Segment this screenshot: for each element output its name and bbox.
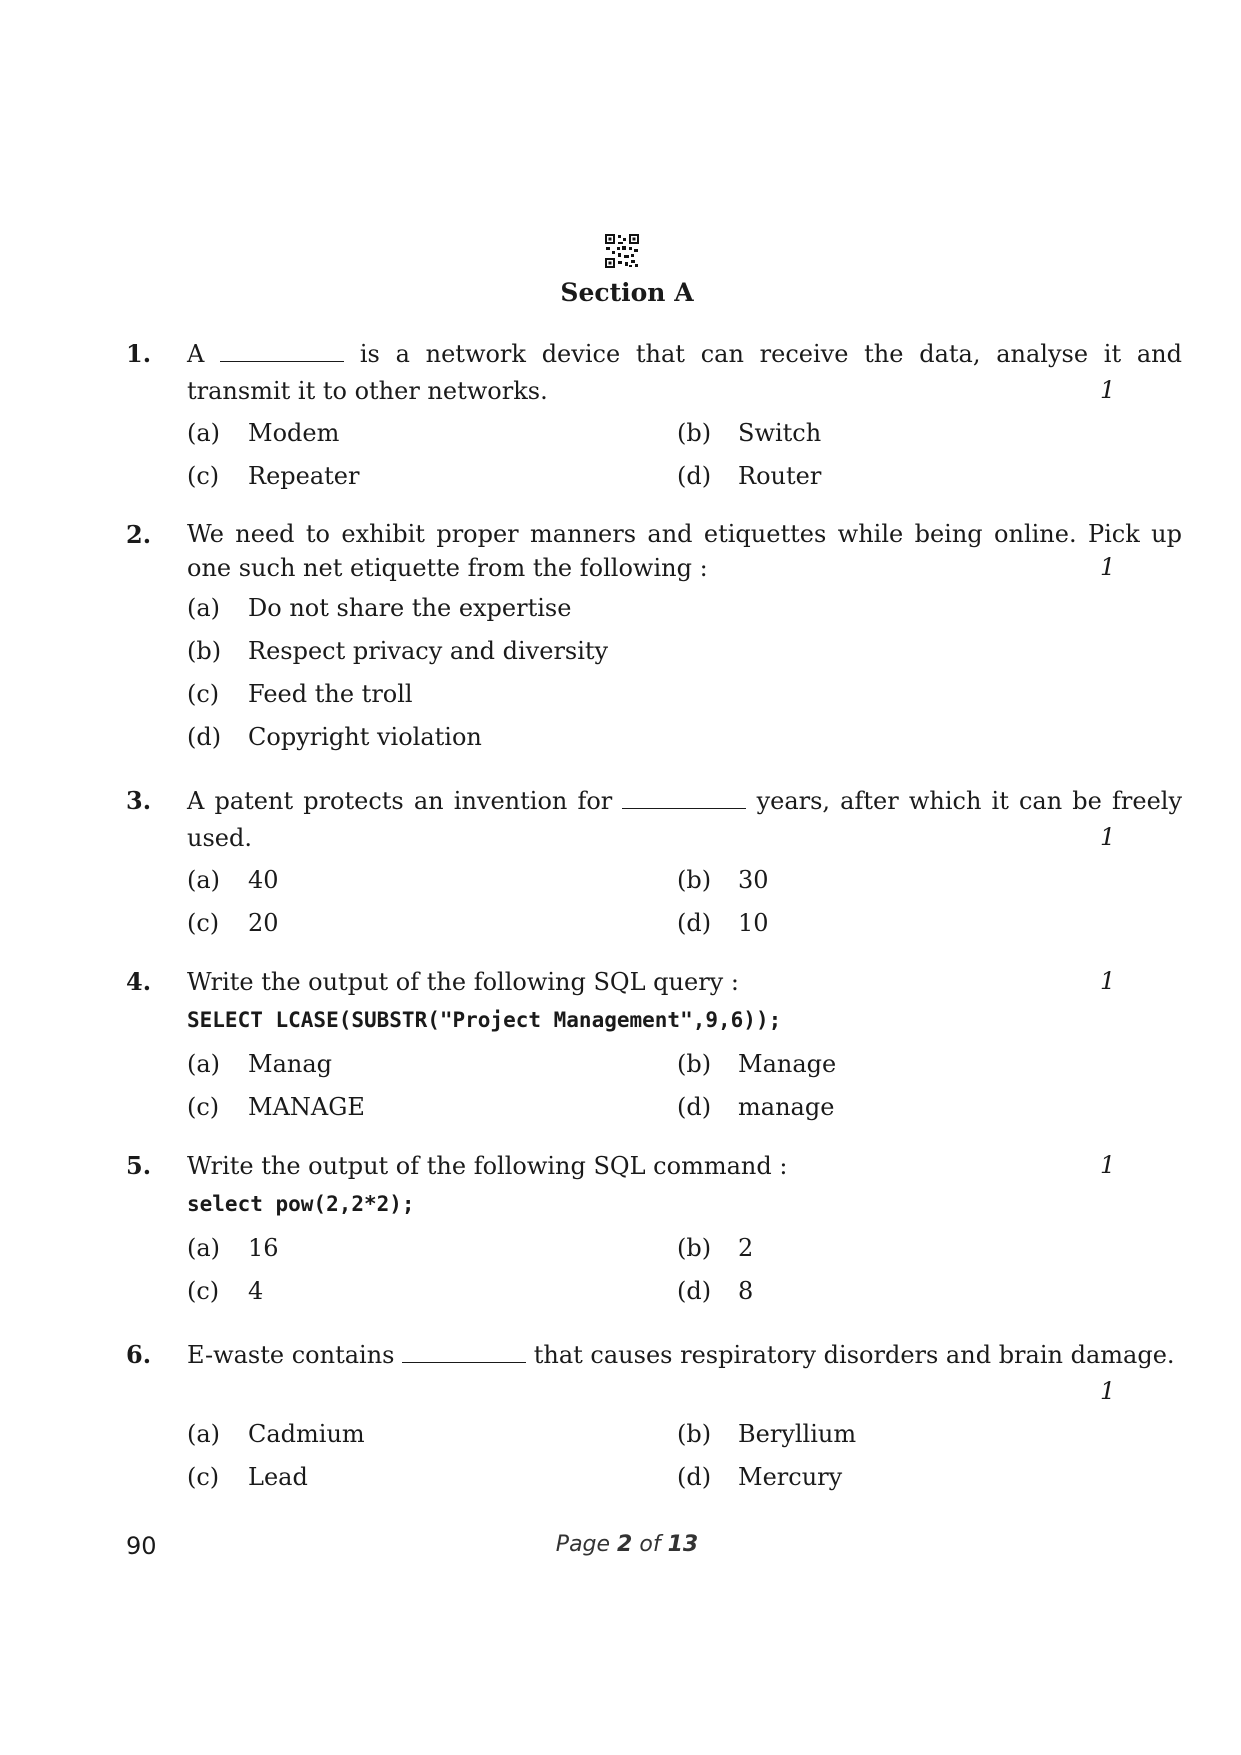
option-label: (d) xyxy=(187,723,222,751)
option-label: (c) xyxy=(187,1093,220,1121)
option-label: (b) xyxy=(677,1050,712,1078)
option-label: (c) xyxy=(187,1277,220,1305)
question-text xyxy=(187,1337,1182,1374)
option-label: (d) xyxy=(677,462,712,490)
option-label: (a) xyxy=(187,419,221,447)
question-text-part: is a network device that can receive the data, analyse it and transmit it to other networks. xyxy=(187,340,1182,405)
option-label: (c) xyxy=(187,909,220,937)
question-number: 6. xyxy=(126,1340,152,1369)
option-label: (c) xyxy=(187,680,220,708)
option-label: (a) xyxy=(187,1050,221,1078)
option-label: (a) xyxy=(187,1420,221,1448)
marks: 1 xyxy=(1100,553,1116,581)
question-text-part: that causes respiratory disorders and brain damage. xyxy=(533,1341,1175,1369)
option-text: Respect privacy and diversity xyxy=(248,637,609,665)
option-text: 4 xyxy=(248,1277,264,1305)
option-label: (b) xyxy=(677,419,712,447)
sql-command: select pow(2,2*2); xyxy=(187,1192,415,1216)
sql-query: SELECT LCASE(SUBSTR("Project Management",9,6)); xyxy=(187,1008,782,1032)
option-label: (b) xyxy=(677,866,712,894)
option-text: 2 xyxy=(738,1234,754,1262)
option-label: (a) xyxy=(187,1234,221,1262)
option-text: Repeater xyxy=(248,462,360,490)
page-word: Page xyxy=(555,1532,611,1557)
option-text: Cadmium xyxy=(248,1420,365,1448)
option-text: Beryllium xyxy=(738,1420,857,1448)
section-title: Section A xyxy=(560,278,694,307)
question-number: 4. xyxy=(126,967,152,996)
option-text: Feed the troll xyxy=(248,680,413,708)
question-text: Write the output of the following SQL command : xyxy=(187,1152,788,1180)
question-number: 5. xyxy=(126,1151,152,1180)
option-text: Do not share the expertise xyxy=(248,594,572,622)
option-label: (c) xyxy=(187,1463,220,1491)
marks: 1 xyxy=(1100,1377,1116,1405)
page-total: 13 xyxy=(667,1532,699,1557)
option-text: 10 xyxy=(738,909,769,937)
option-label: (a) xyxy=(187,866,221,894)
question-text-part: A patent protects an invention for xyxy=(187,787,613,815)
page-number: 2 xyxy=(617,1532,633,1557)
option-text: Copyright violation xyxy=(248,723,482,751)
marks: 1 xyxy=(1100,967,1116,995)
option-text: Router xyxy=(738,462,822,490)
question-number: 2. xyxy=(126,520,152,549)
question-text-part: years, after which it can be freely used. xyxy=(187,787,1182,852)
option-label: (a) xyxy=(187,594,221,622)
option-text: Lead xyxy=(248,1463,308,1491)
option-text: Switch xyxy=(738,419,822,447)
question-text-part: E-waste contains xyxy=(187,1341,395,1369)
fill-blank xyxy=(220,339,344,362)
page-indicator xyxy=(0,1532,1241,1557)
question-text-part: A xyxy=(187,340,205,368)
option-label: (d) xyxy=(677,1277,712,1305)
option-text: Modem xyxy=(248,419,340,447)
option-text: 30 xyxy=(738,866,769,894)
question-number: 3. xyxy=(126,786,152,815)
option-text: Manag xyxy=(248,1050,333,1078)
question-number: 1. xyxy=(126,339,152,368)
marks: 1 xyxy=(1100,376,1116,404)
option-text: 8 xyxy=(738,1277,754,1305)
option-text: MANAGE xyxy=(248,1093,365,1121)
option-label: (d) xyxy=(677,909,712,937)
qr-code-icon xyxy=(604,233,640,269)
marks: 1 xyxy=(1100,1151,1116,1179)
option-label: (d) xyxy=(677,1093,712,1121)
option-text: 20 xyxy=(248,909,279,937)
marks: 1 xyxy=(1100,823,1116,851)
question-text xyxy=(187,783,1182,857)
fill-blank xyxy=(622,786,746,809)
question-text: Write the output of the following SQL query : xyxy=(187,968,739,996)
option-text: Manage xyxy=(738,1050,837,1078)
option-label: (d) xyxy=(677,1463,712,1491)
option-text: 16 xyxy=(248,1234,279,1262)
fill-blank xyxy=(402,1340,526,1363)
option-label: (c) xyxy=(187,462,220,490)
question-text: We need to exhibit proper manners and etiquettes while being online. Pick up one such net etiquette from the following : xyxy=(187,520,1182,582)
option-text: Mercury xyxy=(738,1463,843,1491)
of-word: of xyxy=(639,1532,661,1557)
option-text: 40 xyxy=(248,866,279,894)
question-text xyxy=(187,336,1182,410)
option-label: (b) xyxy=(677,1234,712,1262)
option-label: (b) xyxy=(187,637,222,665)
option-label: (b) xyxy=(677,1420,712,1448)
option-text: manage xyxy=(738,1093,835,1121)
paper-code: 90 xyxy=(126,1532,157,1560)
